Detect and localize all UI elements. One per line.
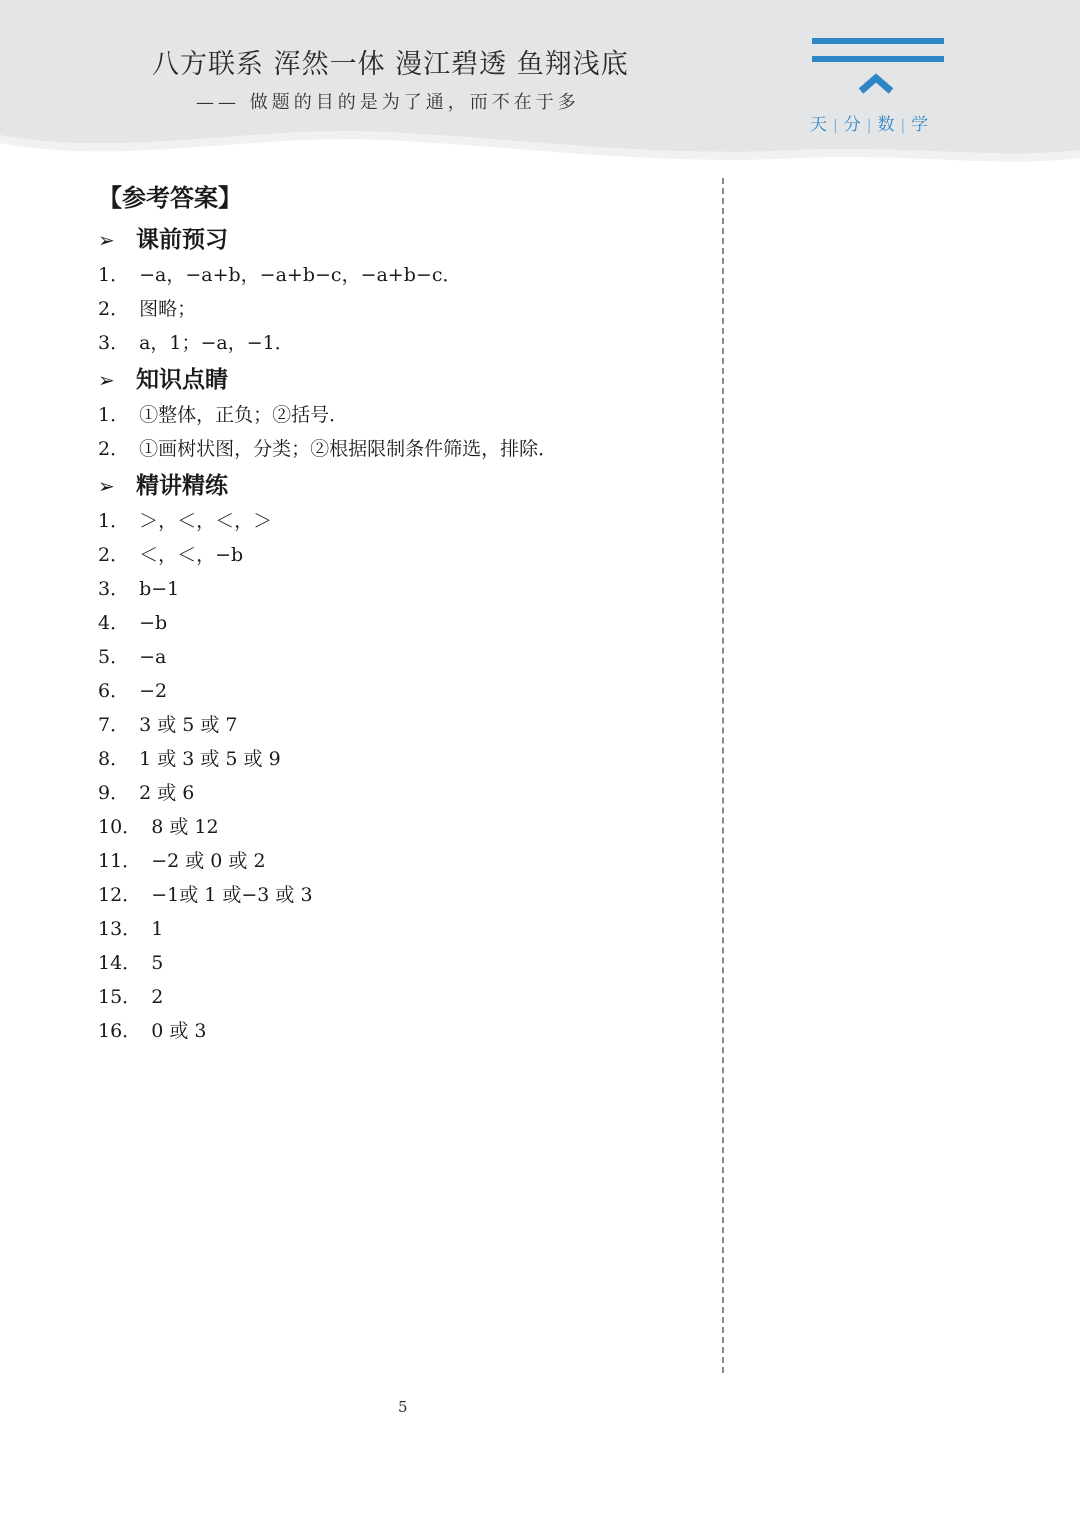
header-subtitle: —— 做题的目的是为了通，而不在于多 [196, 92, 580, 113]
answer-item: 14． 5 [98, 952, 164, 974]
logo-char: 分 [843, 115, 861, 135]
answer-item: 1． −a，−a+b，−a+b−c，−a+b−c． [98, 264, 462, 286]
answer-item: 1． ＞，＜，＜，＞ [98, 510, 273, 532]
section-title [98, 222, 718, 258]
answer-item: 15． 2 [98, 986, 164, 1008]
answer-item: 1． ①整体，正负；②括号． [98, 404, 349, 426]
section-title-text: 精讲精练 [136, 473, 228, 499]
answer-item: 16． 0 或 3 [98, 1020, 207, 1042]
logo-char: 天 [810, 115, 827, 135]
logo-text: 天 | 分 | 数 | 学 [810, 115, 929, 135]
answer-item: 2． ＜，＜，−b [98, 544, 244, 566]
answer-item: 4． −b [98, 612, 168, 634]
column-divider [722, 178, 724, 1373]
answer-item: 10． 8 或 12 [98, 816, 219, 838]
logo-char: 数 [877, 115, 895, 135]
answer-item: 3． b−1 [98, 578, 180, 600]
answer-item: 11． −2 或 0 或 2 [98, 850, 266, 872]
section-title-text: 知识点睛 [136, 367, 228, 393]
answer-item: 3． a，1；−a，−1． [98, 332, 294, 354]
section-title [98, 468, 718, 504]
arrow-bullet-icon: ➢ [98, 368, 115, 392]
section-title-text: 课前预习 [136, 227, 228, 253]
chevron-up-icon [861, 78, 891, 91]
arrow-bullet-icon: ➢ [98, 474, 115, 498]
arrow-bullet-icon: ➢ [98, 228, 115, 252]
answer-item: 7． 3 或 5 或 7 [98, 714, 238, 736]
page-header [0, 0, 1080, 180]
answer-item: 5． −a [98, 646, 167, 668]
logo-char: 学 [911, 115, 929, 135]
answer-item: 2． 图略； [98, 298, 197, 320]
answer-item: 8． 1 或 3 或 5 或 9 [98, 748, 281, 770]
page-number: 5 [398, 1398, 408, 1416]
answer-item: 9． 2 或 6 [98, 782, 195, 804]
answer-item: 6． −2 [98, 680, 168, 702]
header-motto: 八方联系 浑然一体 漫江碧透 鱼翔浅底 [152, 49, 629, 80]
section-title [98, 362, 718, 398]
answer-title: 【参考答案】 [98, 184, 242, 212]
answer-item: 13． 1 [98, 918, 164, 940]
answer-item: 12． −1或 1 或−3 或 3 [98, 884, 313, 906]
answer-content [98, 176, 718, 1048]
answer-item: 2． ①画树状图，分类；②根据限制条件筛选，排除． [98, 438, 558, 460]
